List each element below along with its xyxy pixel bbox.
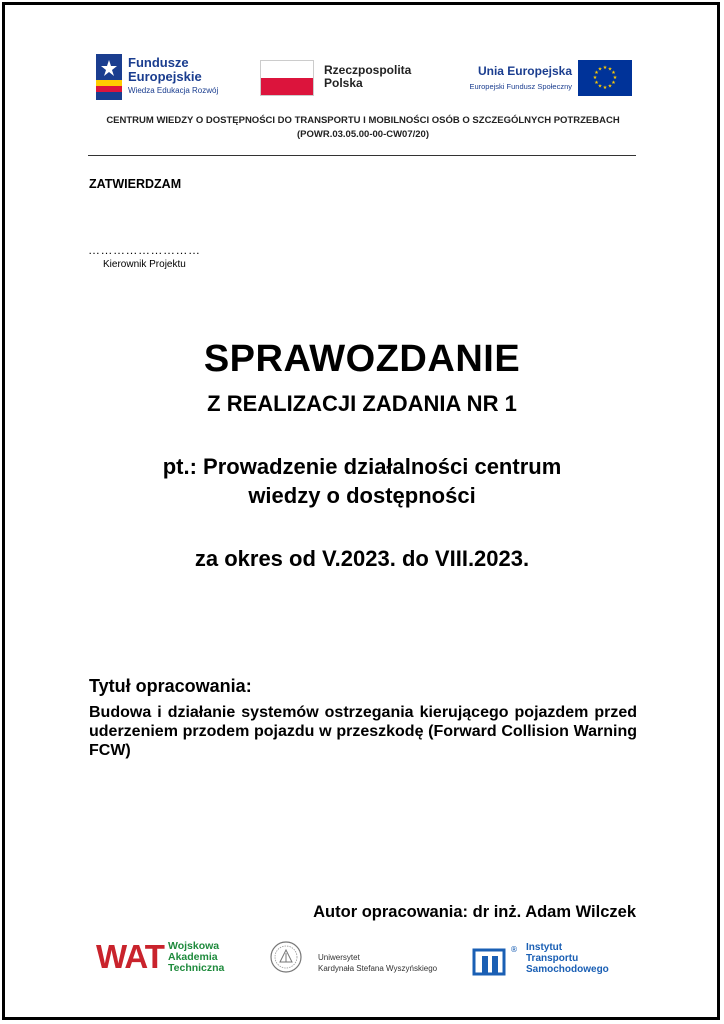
author-line: Autor opracowania: dr inż. Adam Wilczek [313, 903, 636, 921]
report-topic [112, 452, 612, 510]
report-period: za okres od V.2023. do VIII.2023. [194, 546, 530, 571]
svg-text:★: ★ [612, 75, 618, 81]
its-mark-icon [474, 942, 516, 974]
project-name: CENTRUM WIEDZY O DOSTĘPNOŚCI DO TRANSPORTU I MOBILNOŚCI OSÓB O SZCZEGÓLNYCH POTRZEBACH [106, 115, 620, 126]
signature-role: Kierownik Projektu [103, 259, 186, 270]
fe-line2: Europejskie [128, 69, 202, 84]
svg-text:★: ★ [611, 70, 616, 76]
its-logo [474, 938, 634, 974]
fe-star-icon [96, 54, 122, 100]
report-title: SPRAWOZDANIE [203, 338, 521, 380]
study-title-label: Tytuł opracowania: [89, 676, 252, 696]
svg-text:★: ★ [607, 66, 613, 73]
wat-logo [96, 940, 236, 974]
report-subtitle: Z REALIZACJI ZADANIA NR 1 [207, 391, 517, 416]
its-line1: Instytut [526, 942, 563, 953]
topic-line1: pt.: Prowadzenie działalności centrum [162, 454, 562, 479]
its-line3: Samochodowego [526, 964, 609, 975]
svg-text:★: ★ [602, 65, 608, 71]
wat-line1: Wojskowa [168, 940, 220, 952]
uksw-logo [266, 940, 456, 974]
uksw-line2: Kardynała Stefana Wyszyńskiego [318, 964, 438, 973]
svg-text:★: ★ [602, 85, 608, 91]
svg-text:★: ★ [592, 75, 598, 81]
uksw-line1: Uniwersytet [318, 953, 360, 962]
study-title-text: Budowa i działanie systemów ostrzegania kierującego pojazdem przed uderzeniem przodem pojazdu w przeszkodę (Forward Collision Warning FCW) [89, 704, 637, 759]
svg-text:★: ★ [597, 66, 603, 73]
eu-flag-icon [578, 60, 632, 96]
footer-logos [96, 938, 626, 974]
svg-text:★: ★ [607, 83, 613, 90]
ue-line2: Europejski Fundusz Społeczny [469, 82, 572, 91]
approval-label: ZATWIERDZAM [89, 177, 182, 191]
topic-line2: wiedzy o dostępności [248, 483, 476, 508]
fundusze-europejskie-logo [92, 54, 232, 102]
svg-text:★: ★ [611, 80, 616, 86]
svg-text:★: ★ [594, 70, 599, 76]
its-line2: Transportu [526, 953, 579, 964]
signature-line: ……………………… [88, 243, 201, 257]
polish-flag-icon [260, 60, 314, 96]
project-code: (POWR.03.05.00-00-CW07/20) [297, 129, 429, 140]
wat-mark: WAT [96, 938, 164, 975]
ue-line1: Unia Europejska [477, 64, 572, 78]
project-header [80, 114, 646, 142]
rp-line1: Rzeczpospolita [324, 63, 412, 77]
wat-line3: Techniczna [168, 962, 225, 974]
svg-text:★: ★ [594, 80, 599, 86]
unia-europejska-logo [466, 60, 632, 100]
fe-line3: Wiedza Edukacja Rozwój [128, 86, 219, 95]
header-divider [88, 155, 636, 156]
svg-text:®: ® [510, 945, 518, 954]
rp-line2: Polska [324, 76, 363, 90]
svg-text:★: ★ [597, 83, 603, 90]
uksw-seal-icon [266, 940, 306, 974]
fe-line1: Fundusze [128, 55, 189, 70]
header-logos [92, 52, 632, 102]
rzeczpospolita-logo [260, 60, 420, 100]
wat-line2: Akademia [168, 951, 218, 963]
